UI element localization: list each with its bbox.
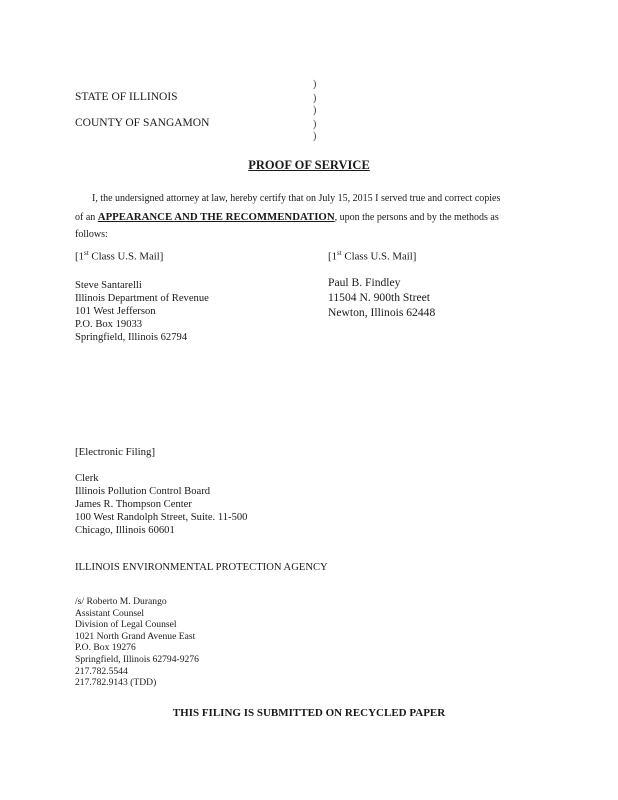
- address-line: Illinois Department of Revenue: [75, 293, 209, 304]
- signature-line: 217.782.5544: [75, 665, 128, 677]
- address-line: Paul B. Findley: [328, 276, 401, 289]
- certification-prefix: of an: [75, 212, 98, 223]
- certification-line-1: I, the undersigned attorney at law, hereby certify that on July 15, 2015 I served true and correct copies: [92, 193, 501, 204]
- certification-line-3: follows:: [75, 229, 108, 240]
- signature-line: 217.782.9143 (TDD): [75, 677, 157, 689]
- caption-paren: ): [313, 119, 317, 130]
- address-line: 11504 N. 900th Street: [328, 291, 430, 304]
- caption-paren: ): [313, 131, 317, 142]
- caption-paren: ): [313, 93, 317, 104]
- address-line: James R. Thompson Center: [75, 499, 192, 510]
- service-method-left: [1st Class U.S. Mail]: [75, 249, 164, 263]
- caption-paren: ): [313, 105, 317, 116]
- address-line: 100 West Randolph Street, Suite. 11-500: [75, 512, 248, 523]
- service-method-electronic: [Electronic Filing]: [75, 446, 156, 458]
- address-line: Clerk: [75, 473, 99, 484]
- caption-paren: ): [313, 79, 317, 90]
- recipient-address-clerk: [75, 472, 247, 537]
- signature-line: 1021 North Grand Avenue East: [75, 630, 196, 642]
- served-document-title: APPEARANCE AND THE RECOMMENDATION: [97, 211, 335, 223]
- signature-line: Assistant Counsel: [75, 607, 145, 619]
- agency-name: ILLINOIS ENVIRONMENTAL PROTECTION AGENCY: [75, 562, 328, 573]
- certification-line-2: [75, 209, 499, 226]
- address-line: Chicago, Illinois 60601: [75, 525, 175, 536]
- caption-county: COUNTY OF SANGAMON: [75, 117, 210, 129]
- address-line: Steve Santarelli: [75, 280, 142, 291]
- signature-block: [75, 596, 199, 689]
- recycled-paper-footer: THIS FILING IS SUBMITTED ON RECYCLED PAPER: [172, 707, 446, 719]
- service-method-right: [1st Class U.S. Mail]: [328, 249, 417, 263]
- recipient-address-left: [75, 279, 209, 344]
- address-line: P.O. Box 19033: [75, 319, 143, 330]
- address-line: Springfield, Illinois 62794: [75, 332, 188, 343]
- address-line: Illinois Pollution Control Board: [75, 486, 211, 497]
- caption-state: STATE OF ILLINOIS: [75, 91, 178, 103]
- address-line: 101 West Jefferson: [75, 306, 156, 317]
- signature-line: Springfield, Illinois 62794-9276: [75, 653, 199, 665]
- address-line: Newton, Illinois 62448: [328, 306, 436, 319]
- signature-line: /s/ Roberto M. Durango: [75, 596, 167, 607]
- recipient-address-right: [328, 275, 435, 320]
- signature-line: Division of Legal Counsel: [75, 619, 177, 631]
- signature-line: P.O. Box 19276: [75, 642, 136, 654]
- certification-suffix: , upon the persons and by the methods as: [334, 212, 499, 223]
- page-title: PROOF OF SERVICE: [248, 158, 370, 172]
